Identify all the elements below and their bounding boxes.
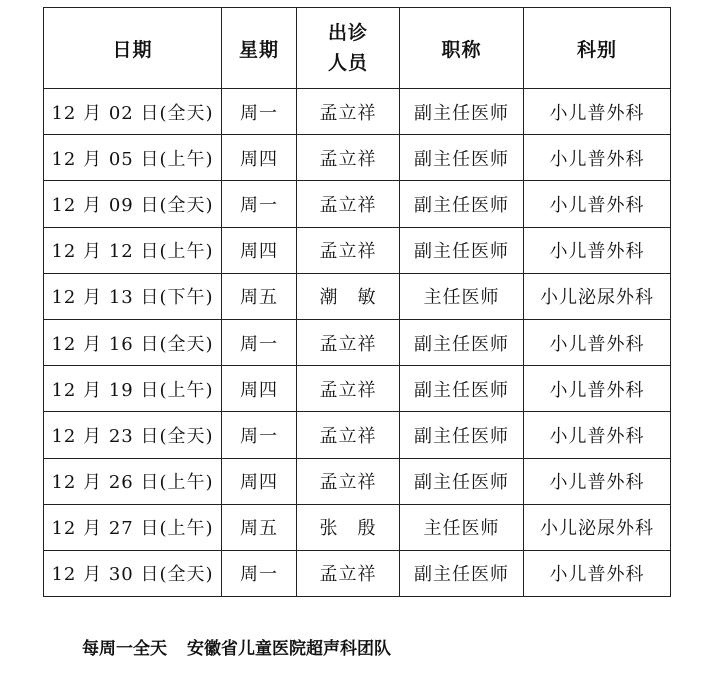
cell-weekday: 周四 xyxy=(222,227,297,273)
table-header-row xyxy=(44,8,671,89)
cell-department: 小儿普外科 xyxy=(524,412,671,458)
cell-title: 副主任医师 xyxy=(400,181,524,227)
cell-weekday: 周一 xyxy=(222,550,297,596)
cell-department: 小儿普外科 xyxy=(524,89,671,135)
table-row xyxy=(44,319,671,365)
header-doctor-line1: 出诊 xyxy=(327,22,368,44)
cell-title: 副主任医师 xyxy=(400,135,524,181)
cell-date: 12 月 23 日(全天) xyxy=(44,412,222,458)
cell-title: 副主任医师 xyxy=(400,366,524,412)
clinic-schedule-table xyxy=(43,7,671,597)
table-row xyxy=(44,273,671,319)
cell-title: 副主任医师 xyxy=(400,319,524,365)
cell-date: 12 月 30 日(全天) xyxy=(44,550,222,596)
cell-title: 副主任医师 xyxy=(400,227,524,273)
cell-title: 主任医师 xyxy=(400,273,524,319)
table-row xyxy=(44,89,671,135)
cell-title: 副主任医师 xyxy=(400,550,524,596)
footer-team: 安徽省儿童医院超声科团队 xyxy=(187,639,391,659)
cell-department: 小儿泌尿外科 xyxy=(524,273,671,319)
cell-weekday: 周四 xyxy=(222,458,297,504)
header-title: 职称 xyxy=(400,8,524,89)
cell-doctor: 孟立祥 xyxy=(297,181,400,227)
footer-schedule-note: 每周一全天 xyxy=(82,639,167,659)
cell-doctor: 孟立祥 xyxy=(297,550,400,596)
cell-weekday: 周一 xyxy=(222,412,297,458)
table-row xyxy=(44,181,671,227)
header-doctor xyxy=(297,8,400,89)
cell-department: 小儿普外科 xyxy=(524,366,671,412)
cell-weekday: 周五 xyxy=(222,273,297,319)
cell-date: 12 月 12 日(上午) xyxy=(44,227,222,273)
cell-weekday: 周一 xyxy=(222,89,297,135)
header-doctor-line2: 人员 xyxy=(327,52,368,74)
cell-doctor: 孟立祥 xyxy=(297,366,400,412)
cell-weekday: 周五 xyxy=(222,504,297,550)
cell-doctor: 孟立祥 xyxy=(297,89,400,135)
table-row xyxy=(44,550,671,596)
cell-date: 12 月 09 日(全天) xyxy=(44,181,222,227)
cell-department: 小儿普外科 xyxy=(524,135,671,181)
cell-date: 12 月 19 日(上午) xyxy=(44,366,222,412)
cell-doctor: 孟立祥 xyxy=(297,227,400,273)
table-row xyxy=(44,504,671,550)
cell-doctor: 孟立祥 xyxy=(297,135,400,181)
cell-date: 12 月 05 日(上午) xyxy=(44,135,222,181)
cell-title: 副主任医师 xyxy=(400,412,524,458)
cell-weekday: 周一 xyxy=(222,319,297,365)
table-row xyxy=(44,227,671,273)
cell-date: 12 月 16 日(全天) xyxy=(44,319,222,365)
cell-doctor: 潮 敏 xyxy=(297,273,400,319)
table-row xyxy=(44,366,671,412)
cell-weekday: 周四 xyxy=(222,366,297,412)
cell-date: 12 月 27 日(上午) xyxy=(44,504,222,550)
cell-doctor: 张 殷 xyxy=(297,504,400,550)
cell-department: 小儿普外科 xyxy=(524,181,671,227)
cell-doctor: 孟立祥 xyxy=(297,319,400,365)
cell-department: 小儿普外科 xyxy=(524,458,671,504)
cell-department: 小儿普外科 xyxy=(524,227,671,273)
cell-weekday: 周一 xyxy=(222,181,297,227)
table-row xyxy=(44,458,671,504)
cell-weekday: 周四 xyxy=(222,135,297,181)
cell-department: 小儿普外科 xyxy=(524,319,671,365)
cell-title: 副主任医师 xyxy=(400,89,524,135)
cell-date: 12 月 13 日(下午) xyxy=(44,273,222,319)
cell-title: 副主任医师 xyxy=(400,458,524,504)
header-department: 科别 xyxy=(524,8,671,89)
header-date: 日期 xyxy=(44,8,222,89)
cell-department: 小儿泌尿外科 xyxy=(524,504,671,550)
table-row xyxy=(44,135,671,181)
cell-date: 12 月 02 日(全天) xyxy=(44,89,222,135)
footer-note xyxy=(82,634,391,659)
cell-date: 12 月 26 日(上午) xyxy=(44,458,222,504)
cell-doctor: 孟立祥 xyxy=(297,412,400,458)
cell-title: 主任医师 xyxy=(400,504,524,550)
header-weekday: 星期 xyxy=(222,8,297,89)
cell-doctor: 孟立祥 xyxy=(297,458,400,504)
cell-department: 小儿普外科 xyxy=(524,550,671,596)
table-row xyxy=(44,412,671,458)
